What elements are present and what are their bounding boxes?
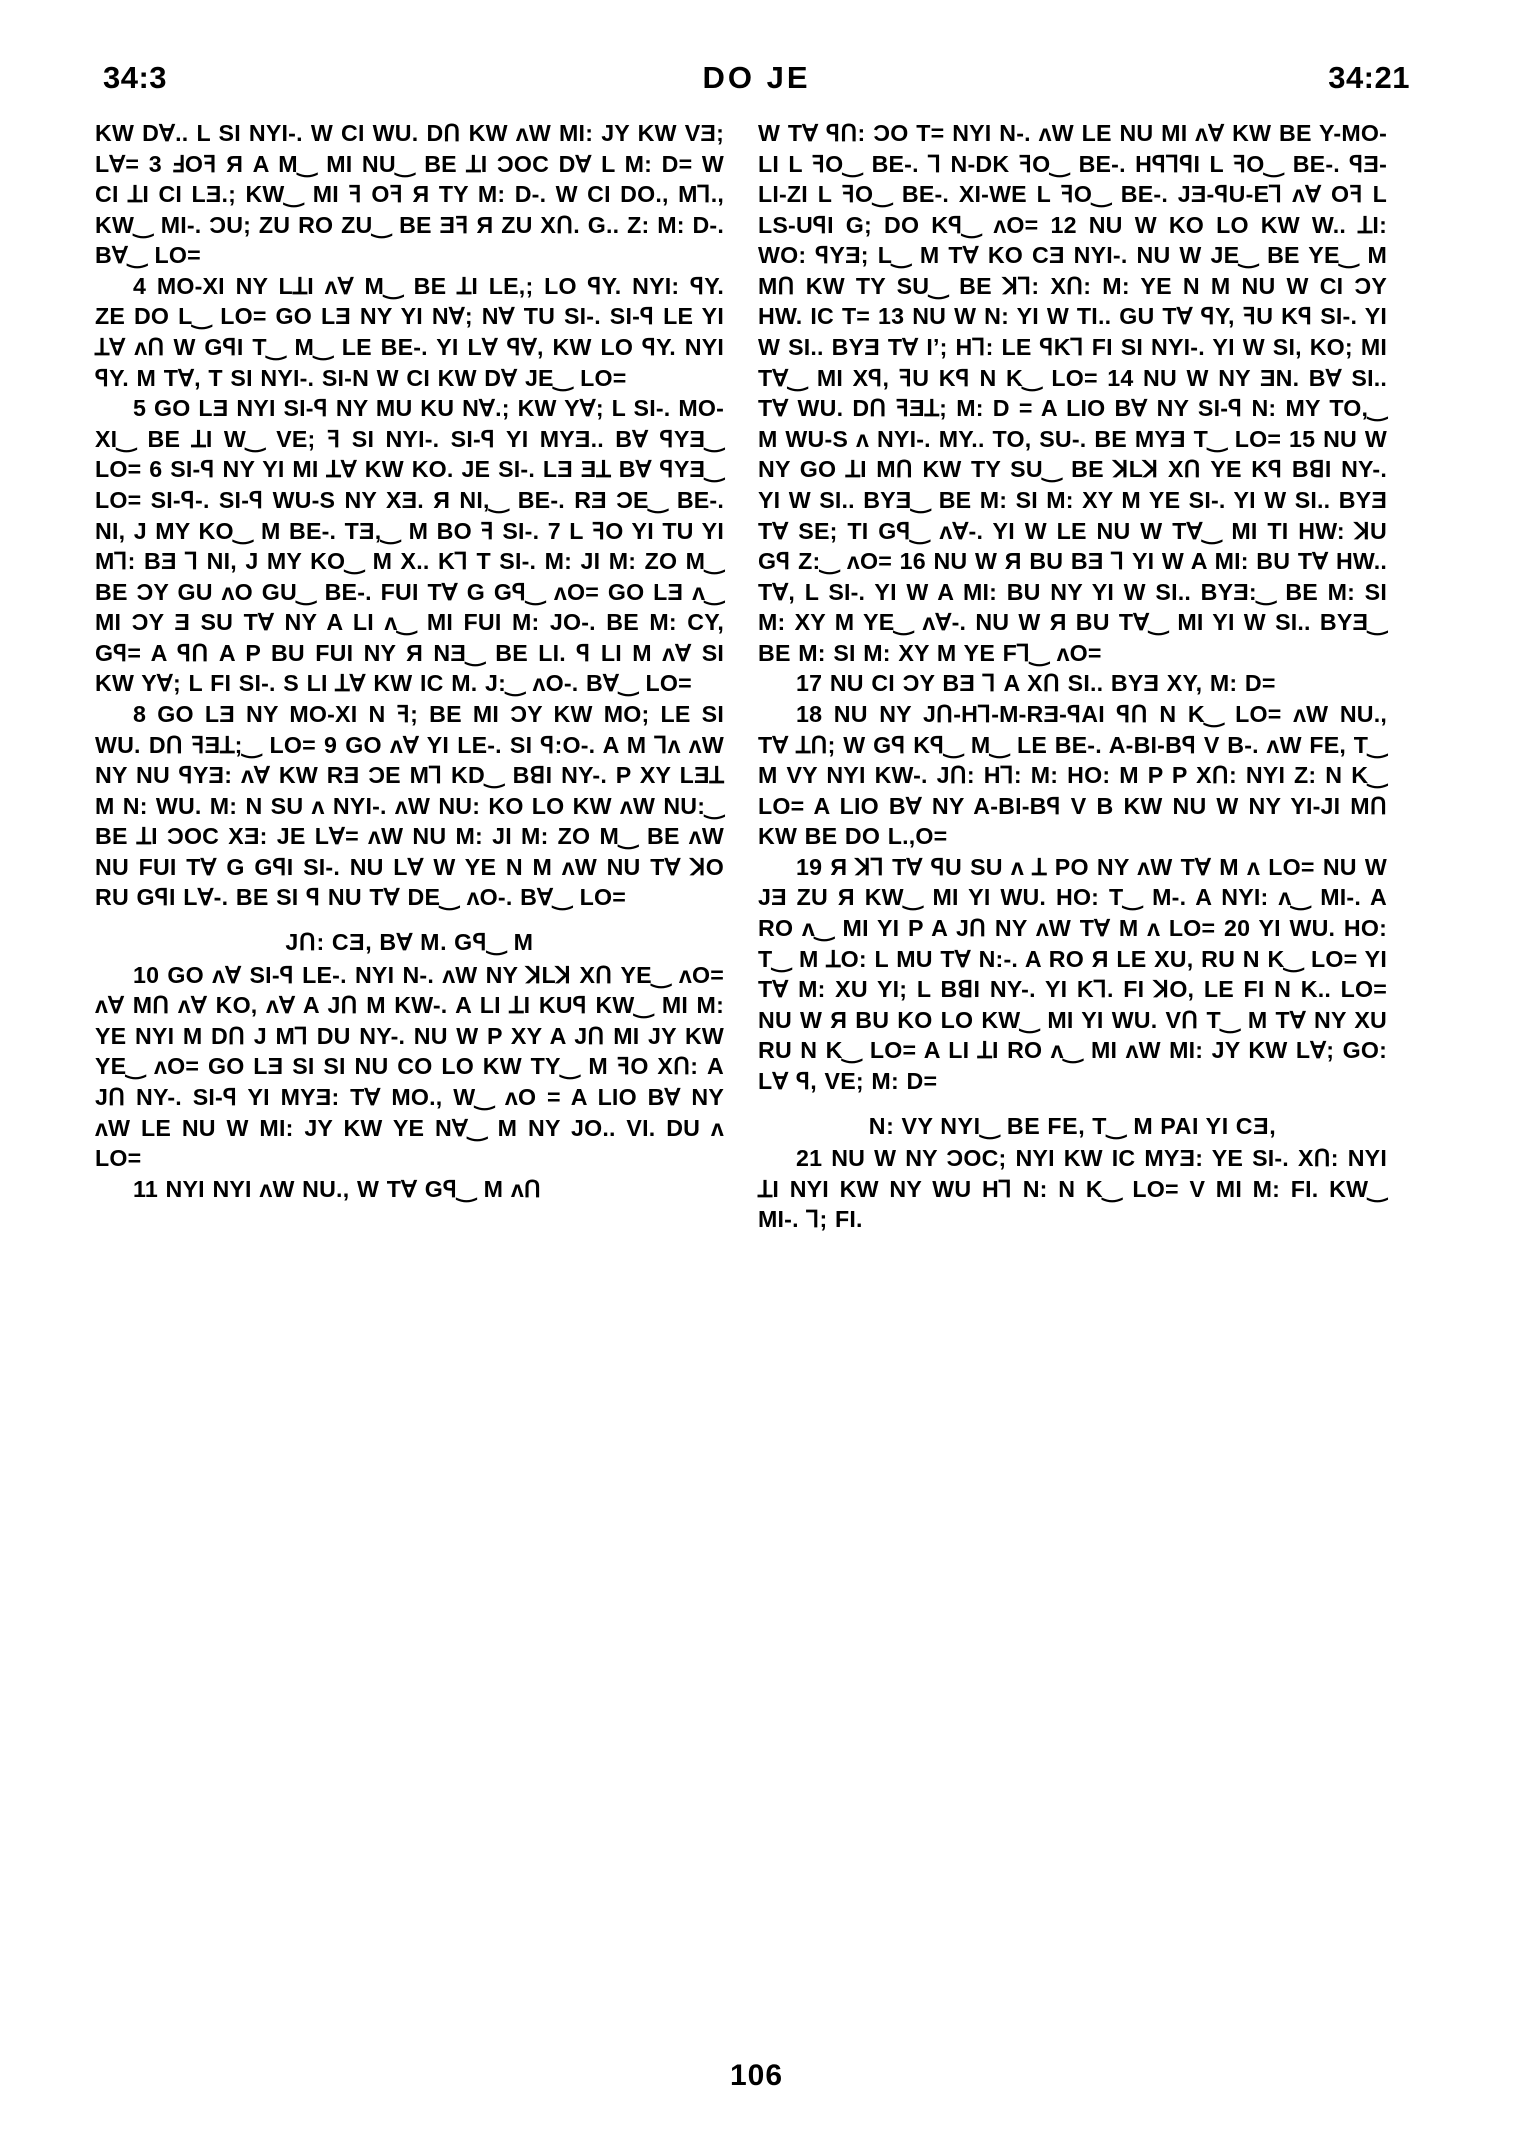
paragraph: 21 NU W NY ƆOC; NYI KW IC MYƎ: YE SI-. XՈ: NYI ꓕI NYI KW NY WU Hꓶ N: N K‿ LO= V MI M: FI. KW‿ MI-. ꓶ; FI.	[758, 1145, 1387, 1233]
section-subheading: JՈ: CƎ, BⱯ M. Gꟼ‿ M	[285, 929, 534, 956]
page-header	[95, 60, 1418, 96]
paragraph: W TⱯ ꟼՈ: ƆO T= NYI N-. ᴧW LE NU MI ᴧⱯ KW BE Y-MO-LI L ꟻO‿ BE-. ꓶ N-DK ꟻO‿ BE-. HꟼꓶꟼI L ꟻO‿ BE-. ꟼƎ-LI-ZI L ꟻO‿ BE-. XI-WE L ꟻO‿ BE-. JƎ-ꟼU-Eꓶ ᴧⱯ Oꟻ L LS-UꟼI G; DO Kꟼ‿ ᴧO= 12 NU W KO LO KW W.. ꓕI: WO: ꟼYƎ; L‿ M TⱯ KO CƎ NYI-. NU W JE‿ BE YE‿ M MՈ KW TY SU‿ BE ꓘꓶ: XՈ: M: YE N M NU W CI ƆY HW. IC T= 13 NU W N: YI W TI.. GU TⱯ ꟼY, ꟻU Kꟼ SI-. YI W SI.. BYƎ TⱯ Iʼ; Hꓶ: LE ꟼKꓶ FI SI NYI-. YI W SI, KO; MI TⱯ‿ MI Xꟼ, ꟻU Kꟼ N K‿ LO= 14 NU W NY ƎN. BⱯ SI.. TⱯ WU. DՈ ꟻƎꓕ; M: D = A LIO BⱯ NY SI-ꟼ N: MY TO,‿ M WU-S ᴧ NYI-. MY.. TO, SU-. BE MYƎ T‿ LO= 15 NU W NY GO ꓕI MՈ KW TY SU‿ BE ꓘLꓘ XՈ YE Kꟼ BꓭI NY-. YI W SI.. BYƎ‿ BE M: SI M: XY M YE SI-. YI W SI.. BYƎ TⱯ SE; TI Gꟼ‿ ᴧⱯ-. YI W LE NU W TⱯ‿ MI TI HW: ꓘU Gꟼ Z:‿ ᴧO= 16 NU W Я BU BƎ ꓶ YI W A MI: BU TⱯ HW.. TⱯ, L SI-. YI W A MI: BU NY YI W SI.. BYƎ:‿ BE M: SI M: XY M YE‿ ᴧⱯ-. NU W Я BU TⱯ‿ MI YI W SI.. BYƎ‿ BE M: SI M: XY M YE Fꓶ‿ ᴧO=	[758, 120, 1387, 666]
paragraph: 19 Я ꓘꓶ TⱯ ꟼU SU ᴧ ꓕ PO NY ᴧW TⱯ M ᴧ LO= NU W JƎ ZU Я KW‿ MI YI WU. HO: T‿ M-. A NYI: ᴧ‿ MI-. A RO ᴧ‿ MI YI P A JՈ NY ᴧW TⱯ M ᴧ LO= 20 YI WU. HO: T‿ M ꓕO: L MU TⱯ N:-. A RO Я LE XU, RU N K‿ LO= YI TⱯ M: XU YI; L BꓭI NY-. YI Kꓶ. FI ꓘO, LE FI N K.. LO= NU W Я BU KO LO KW‿ MI YI WU. VՈ T‿ M TⱯ NY XU RU N K‿ LO= A LI ꓕI RO ᴧ‿ MI ᴧW MI: JY KW LⱯ; GO: LⱯ ꟼ, VE; M: D=	[758, 853, 1387, 1094]
header-right-reference: 34:21	[1328, 60, 1410, 95]
page-number: 106	[729, 2059, 784, 2092]
header-left-reference: 34:3	[103, 60, 168, 95]
right-column	[758, 118, 1387, 1235]
text-columns	[95, 118, 1418, 1235]
paragraph: 8 GO LƎ NY MO-XI N ꟻ; BE MI ƆY KW MO; LE SI WU. DՈ ꟻƎꓕ;‿ LO= 9 GO ᴧⱯ YI LE-. SI ꟼ:O-. A M ꓶᴧ ᴧW NY NU ꟼYƎ: ᴧⱯ KW RƎ ƆE Mꓶ KD‿ BꓭI NY-. P XY LƎꓕ M N: WU. M: N SU ᴧ NYI-. ᴧW NU: KO LO KW ᴧW NU:‿ BE ꓕI ƆOC XƎ: JE LⱯ= ᴧW NU M: JI M: ZO M‿ BE ᴧW NU FUI TⱯ G GꟼI SI-. NU LⱯ W YE N M ᴧW NU TⱯ ꓘO RU GꟼI LⱯ-. BE SI ꟼ NU TⱯ DE‿ ᴧO-. BⱯ‿ LO=	[95, 700, 724, 911]
header-book-title: DO JE	[702, 60, 811, 95]
paragraph: 11 NYI NYI ᴧW NU., W TⱯ Gꟼ‿ M ᴧՈ	[133, 1175, 542, 1202]
paragraph: 18 NU NY JՈ-Hꓶ-M-RƎ-ꟼAI ꟼՈ N K‿ LO= ᴧW NU., TⱯ ꓕՈ; W Gꟼ Kꟼ‿ M‿ LE BE-. A-BI-Bꟼ V B-. ᴧW FE, T‿ M VY NYI KW-. JՈ: Hꓶ: M: HO: M P P XՈ: NYI Z: N K‿ LO= A LIO BⱯ NY A-BI-Bꟼ V B KW NU W NY YI-JI MՈ KW BE DO L.,O=	[758, 700, 1387, 850]
paragraph: 17 NU CI ƆY BƎ ꓶ A XՈ SI.. BYƎ XY, M: D=	[796, 670, 1276, 697]
paragraph: 5 GO LƎ NYI SI-ꟼ NY MU KU NⱯ.; KW YⱯ; L SI-. MO-XI‿ BE ꓕI W‿ VE; ꟻ SI NYI-. SI-ꟼ YI MYƎ.. BⱯ ꟼYƎ‿ LO= 6 SI-ꟼ NY YI MI ꓕⱯ KW KO. JE SI-. LƎ Ǝꓕ BⱯ ꟼYƎ‿ LO= SI-ꟼ-. SI-ꟼ WU-S NY XƎ. Я NI,‿ BE-. RƎ ƆE‿ BE-. NI, J MY KO‿ M BE-. TƎ,‿ M BO ꟻ SI-. 7 L ꟻO YI TU YI Mꓶ: BƎ ꓶ NI, J MY KO‿ M X.. Kꓶ T SI-. M: JI M: ZO M‿ BE ƆY GU ᴧO GU‿ BE-. FUI TⱯ G Gꟼ‿ ᴧO= GO LƎ ᴧ‿ MI ƆY Ǝ SU TⱯ NY A LI ᴧ‿ MI FUI M: JO-. BE M: CY, Gꟼ= A ꟼՈ A P BU FUI NY Я NƎ‿ BE LI. ꟼ LI M ᴧⱯ SI KW YⱯ; L FI SI-. S LI ꓕⱯ KW IC M. J:‿ ᴧO-. BⱯ‿ LO=	[95, 395, 724, 697]
left-column	[95, 118, 724, 1204]
paragraph: 4 MO-XI NY LꓕI ᴧⱯ M‿ BE ꓕI LE,; LO ꟼY. NYI: ꟼY. ZE DO L‿ LO= GO LƎ NY YI NⱯ; NⱯ TU SI-. SI-ꟼ LE YI ꓕⱯ ᴧՈ W GꟼI T‿ M‿ LE BE-. YI LⱯ ꟼⱯ, KW LO ꟼY. NYI ꟼY. M TⱯ, T SI NYI-. SI-N W CI KW DⱯ JE‿ LO=	[95, 272, 724, 391]
paragraph: KW DⱯ.. L SI NYI-. W CI WU. DՈ KW ᴧW MI: JY KW VƎ; LⱯ= 3 ꓞOꟻ Я A M‿ MI NU‿ BE ꓕI ƆOC DⱯ L M: D= W CI ꓕI CI LƎ.; KW‿ MI ꟻ Oꟻ Я TY M: D-. W CI DO., Mꓶ., KW‿ MI-. ƆU; ZU RO ZU‿ BE Ǝꟻ Я ZU XՈ. G.. Z: M: D-. BⱯ‿ LO=	[95, 120, 724, 269]
paragraph: 10 GO ᴧⱯ SI-ꟼ LE-. NYI N-. ᴧW NY ꓘLꓘ XՈ YE‿ ᴧO= ᴧⱯ MՈ ᴧⱯ KO, ᴧⱯ A JՈ M KW-. A LI ꓕI KUꟼ KW‿ MI M: YE NYI M DՈ J Mꓶ DU NY-. NU W P XY A JՈ MI JY KW YE‿ ᴧO= GO LƎ SI SI NU CO LO KW TY‿ M ꟻO XՈ: A JՈ NY-. SI-ꟼ YI MYƎ: TⱯ MO., W‿ ᴧO = A LIO BⱯ NY ᴧW LE NU W MI: JY KW YE NⱯ‿ M NY JO.. VI. DU ᴧ LO=	[95, 961, 724, 1172]
section-subheading: N: VY NYI‿ BE FE, T‿ M PAI YI CƎ,	[868, 1112, 1277, 1139]
